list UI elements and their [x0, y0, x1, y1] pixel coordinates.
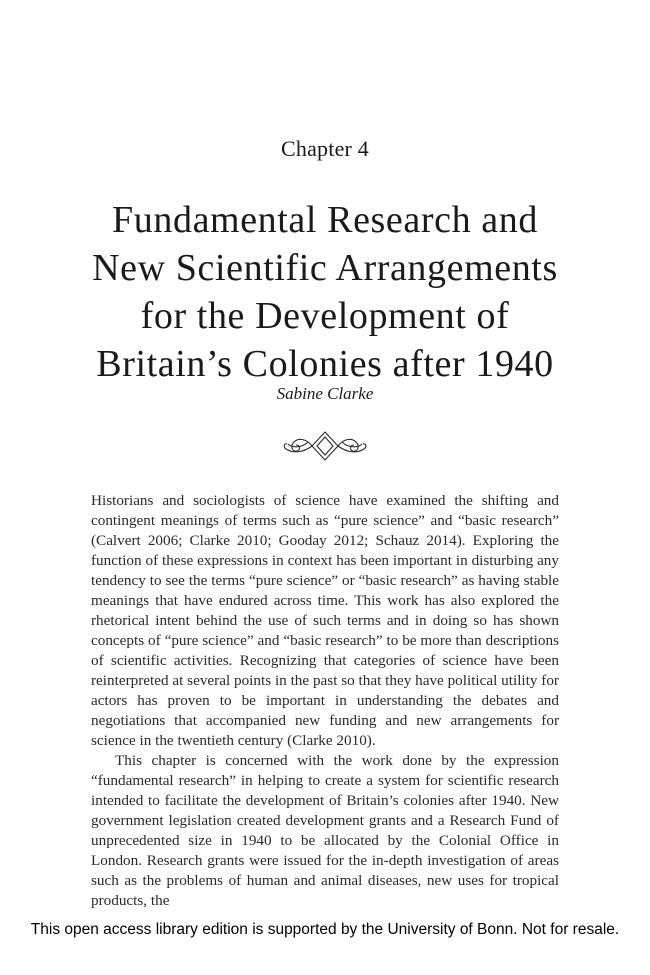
chapter-title-line: for the Development of [140, 295, 510, 337]
chapter-title-line: Fundamental Research and [112, 199, 538, 241]
body-paragraph: This chapter is concerned with the work done by the expression “fundamental research” in helping to create a system for scientific research intended to facilitate the development of Britain’s colonies after 1940. New government legislation created development grants and a Research Fund of unprecedented size in 1940 to be allocated by the Colonial Office in London. Research grants were issued for the in-depth investigation of areas such as the problems of human and animal diseases, new uses for tropical products, the [91, 752, 559, 909]
chapter-title [60, 196, 590, 388]
chapter-body-text [91, 491, 559, 911]
author-name: Sabine Clarke [276, 384, 374, 403]
body-paragraph: Historians and sociologists of science have examined the shifting and contingent meanings of terms such as “pure science” and “basic research” (Calvert 2006; Clarke 2010; Gooday 2012; Schauz 2014). Exploring the function of these expressions in context has been important in disturbing any tendency to see the terms “pure science” or “basic research” as having stable meanings that have endured across time. This work has also explored the rhetorical intent behind the use of such terms and in doing so has shown concepts of “pure science” and “basic research” to be more than descriptions of scientific activities. Recognizing that categories of science have been reinterpreted at several points in the past so that they have political utility for actors has proven to be important in understanding the debates and negotiations that accompanied new funding and new arrangements for science in the twentieth century (Clarke 2010). [91, 492, 559, 749]
chapter-title-line: New Scientific Arrangements [92, 247, 558, 289]
chapter-number: Chapter 4 [281, 136, 369, 161]
chapter-title-line: Britain’s Colonies after 1940 [96, 343, 554, 385]
license-footer-notice: This open access library edition is supported by the University of Bonn. Not for resale. [30, 921, 620, 938]
ornamental-flourish-icon [278, 428, 372, 464]
